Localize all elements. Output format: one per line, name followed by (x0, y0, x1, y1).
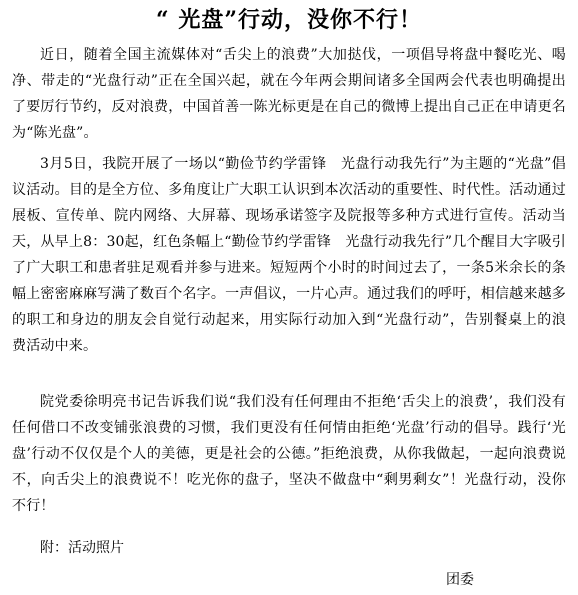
document-title: “ 光盘”行动，没你不行！ (156, 7, 422, 33)
attachment-note: 附：活动照片 (40, 540, 124, 556)
document-page (6, 0, 572, 595)
paragraph-event: 3月5日，我院开展了一场以“勤俭节约学雷锋 光盘行动我先行”为主题的“光盘”倡议活动。目的是全方位、多角度让广大职工认识到本次活动的重要性、时代性。活动通过展板、宣传单、院内网络、大屏幕、现场承诺签字及院报等多种方式进行宣传。活动当天，从早上8：30起，红色条幅上“勤俭节约学雷锋 光盘行动我先行”几个醒目大字吸引了广大职工和患者驻足观看并参与进来。短短两个小时的时间过去了，一条5米余长的条幅上密密麻麻写满了数百个名字。一声倡议，一片心声。通过我们的呼吁，相信越来越多的职工和身边的朋友会自觉行动起来，用实际行动加入到“光盘行动”，告别餐桌上的浪费活动中来。 (12, 156, 566, 354)
paragraph-intro: 近日，随着全国主流媒体对“舌尖上的浪费”大加挞伐，一项倡导将盘中餐吃光、喝净、带走的“光盘行动”正在全国兴起，就在今年两会期间诸多全国两会代表也明确提出了要厉行节约，反对浪费，中国首善一陈光标更是在自己的微博上提出自己正在申请更名为“陈光盘”。 (12, 47, 566, 141)
signature: 团委 (446, 572, 474, 588)
paragraph-quote: 院党委徐明亮书记告诉我们说“我们没有任何理由不拒绝‘舌尖上的浪费’，我们没有任何借口不改变铺张浪费的习惯，我们更没有任何情由拒绝‘光盘’行动的倡导。践行‘光盘’行动不仅仅是个人的美德，更是社会的公德。”拒绝浪费，从你我做起，一起向浪费说不，向舌尖上的浪费说不！吃光你的盘子，坚决不做盘中“剩男剩女”！光盘行动，没你不行！ (12, 394, 566, 514)
